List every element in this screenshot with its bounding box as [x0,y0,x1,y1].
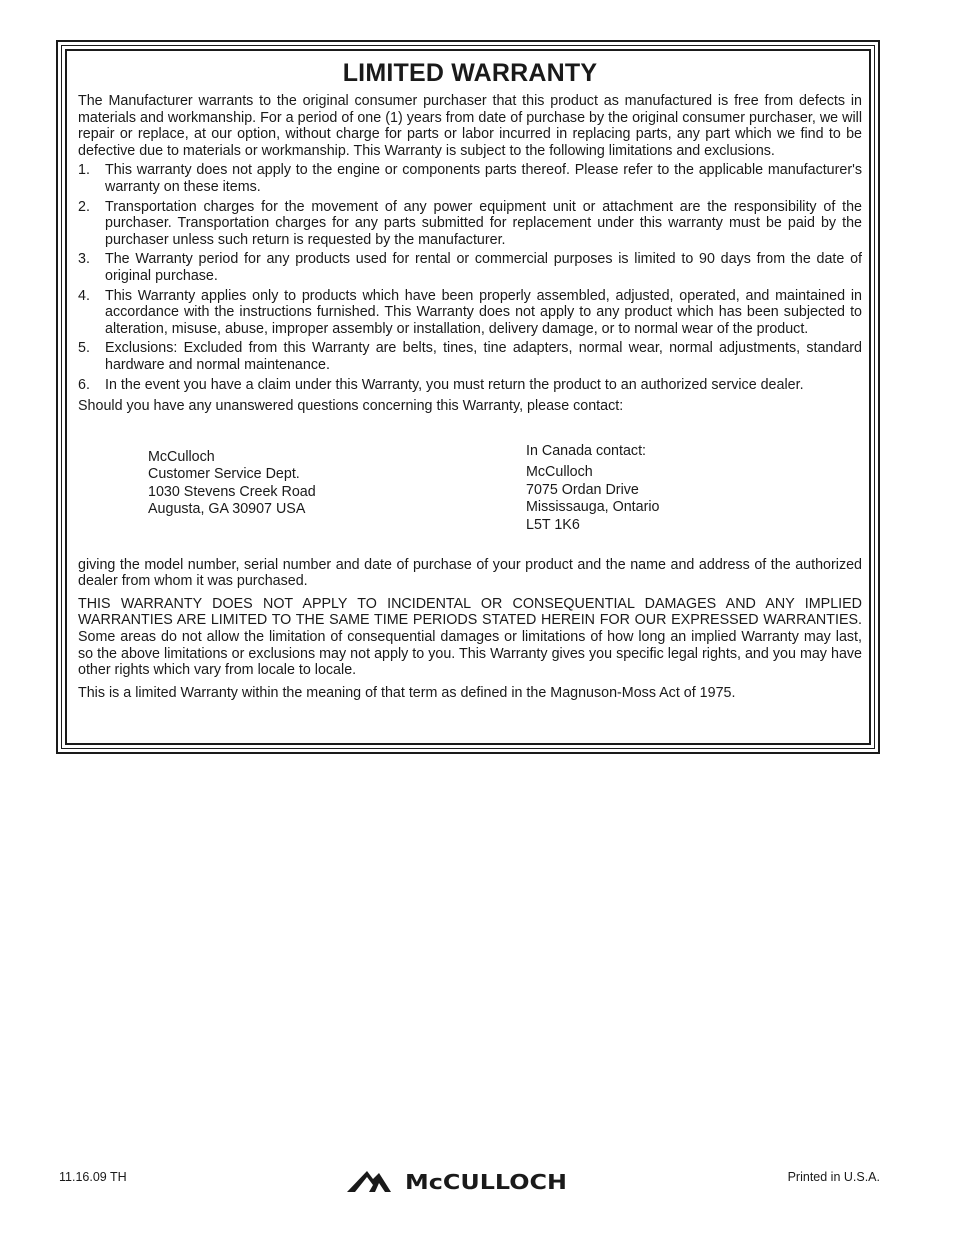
date-code: 11.16.09 TH [59,1170,127,1184]
logo-wordmark: McCULLOCH [405,1170,567,1194]
mcculloch-logo [345,1165,570,1195]
us-contact-address: McCulloch Customer Service Dept. 1030 Stevens Creek Road Augusta, GA 30907 USA [148,448,316,518]
warranty-limitations-list [78,162,862,393]
giving-instructions: giving the model number, serial number and date of purchase of your product and the name and address of the authorized dealer from whom it was purchased. [78,556,862,590]
limitation-item-5: 5. Exclusions: Excluded from this Warranty are belts, tines, tine adapters, normal wear, normal adjustments, standard hardware and normal maintenance. [78,340,862,373]
limitation-item-2: 2. Transportation charges for the movement of any power equipment unit or attachment are the responsibility of the purchaser. Transportation charges for any parts submitted for replacement under this warranty must be paid by the purchaser unless such return is requested by the manufacturer. [78,198,862,248]
mountain-peaks-icon [347,1171,391,1192]
canada-contact-address: In Canada contact: McCulloch 7075 Ordan Drive Mississauga, Ontario L5T 1K6 [526,442,660,533]
limitation-item-3: 3. The Warranty period for any products used for rental or commercial purposes is limited to 90 days from the date of original purchase. [78,251,862,284]
warranty-title: LIMITED WARRANTY [342,59,598,87]
warranty-content [78,56,862,701]
contact-question: Should you have any unanswered questions concerning this Warranty, please contact: [78,398,624,415]
contact-addresses [78,415,862,557]
warranty-disclaimer: THIS WARRANTY DOES NOT APPLY TO INCIDENTAL OR CONSEQUENTIAL DAMAGES AND ANY IMPLIED WARRANTIES ARE LIMITED TO THE SAME TIME PERIODS STATED HEREIN FOR OUR EXPRESSED WARRANTIES. Some areas do not allow the limitation of consequential damages or limitations of how long an implied Warranty may last, so the above limitations or exclusions may not apply to you. This Warranty gives you specific legal rights, and you may have other rights which vary from locale to locale. [78,595,862,679]
limitation-item-4: 4. This Warranty applies only to products which have been properly assembled, adjusted, operated, and maintained in accordance with the instructions furnished. This Warranty does not apply to any product which has been subjected to alteration, misuse, abuse, improper assembly or installation, delivery damage, or to normal wear of the product. [78,287,862,337]
magnuson-moss-statement: This is a limited Warranty within the meaning of that term as defined in the Magnuson-Moss Act of 1975. [78,684,736,701]
limitation-item-6: 6. In the event you have a claim under this Warranty, you must return the product to an authorized service dealer. [78,376,804,393]
warranty-intro: The Manufacturer warrants to the original consumer purchaser that this product as manufactured is free from defects in materials and workmanship. For a period of one (1) years from date of purchase by the original consumer purchaser, we will repair or replace, at our option, without charge for parts or labor incurred in replacing parts, any part which we find to be defective due to materials or workmanship. This Warranty is subject to the following limitations and exclusions. [78,93,862,159]
limitation-item-1: 1. This warranty does not apply to the engine or components parts thereof. Please refer to the applicable manufacturer's warranty on these items. [78,162,862,195]
printed-in-usa: Printed in U.S.A. [787,1170,880,1184]
